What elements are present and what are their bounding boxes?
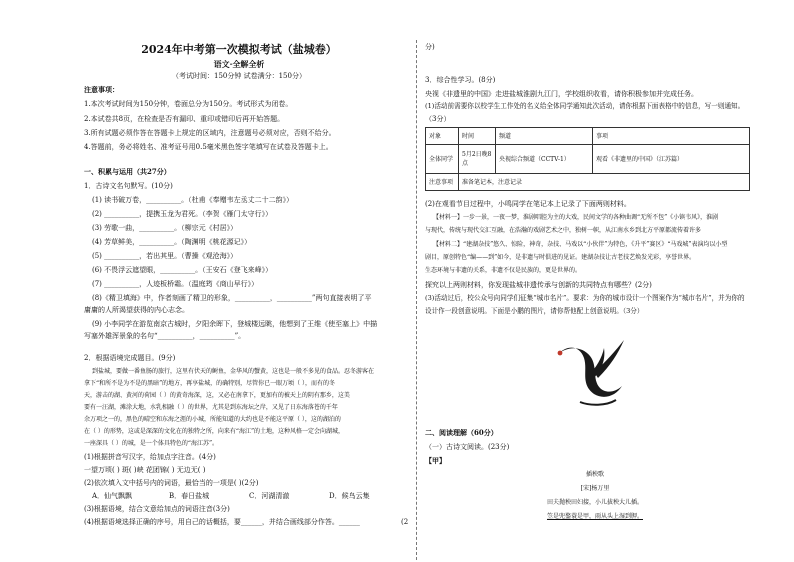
poem-line: (7) __________，人迹板桥霜。（温庭筠《商山早行》）	[92, 280, 259, 288]
material-1-cont: 与现代，传统与现代交汇互融，在浩瀚的戏剧艺术之中，独树一帜，从江南水乡到北方平原都流传着许多	[425, 227, 702, 234]
poem-line: (5) __________，若出其里。（曹操《观沧海》）	[92, 252, 238, 260]
exam-title: 2024年中考第一次模拟考试（盐城卷）	[141, 43, 337, 56]
part-jia-label: 【甲】	[425, 456, 446, 465]
poem-line: (2) __________，提携玉龙为君死。（李贺《雁门太守行》）	[92, 210, 273, 218]
material-2-cont: 剧目，原创特色“编——到”如今，是非遗与时俱进的见证。建湖杂技让古老技艺焕发光彩，享誉世界。	[425, 254, 696, 261]
poem-author: [宋]杨万里	[580, 485, 610, 492]
question-2-3: (3)根据语境，结合文意给加点的词语注音(3分)	[84, 505, 230, 513]
poem-line: (8)《精卫填海》中，作者刻画了精卫的形象，__________，__________”两句直接表明了平	[92, 294, 372, 302]
poem-line-2: 笠是兜鍪蓑是甲，雨从头上湿到胛。	[546, 513, 643, 520]
passage-line: 一座深具（ ）的城，是一个体具特色的“海江苏”。	[84, 440, 219, 447]
part-1-heading: （一）古诗文阅读。(23分)	[425, 443, 510, 451]
poem-line: (1) 读书破万卷，__________。（杜甫《奉赠韦左丞丈二十二韵》）	[92, 196, 294, 204]
question-1: 1．古诗文名句默写。(10分)	[84, 182, 173, 190]
pinyin-line: 一望万顷( ) 斑( )峡 花团锦( ) 无边无( )	[84, 466, 206, 474]
question-3-1-score: （3分）	[425, 115, 451, 123]
passage-line: 余万项之一的，黑色的晴空和东海之涯的小城，所能知道的大约也是不能这平原（ ），这的湖泊的	[84, 416, 341, 423]
question-3-1: (1)活动前需要你以校学生工作处的名义给全体同学通知此次活动，请你根据下面表格中的信息，写一则通知。	[425, 102, 745, 110]
option-b: B．春日盐城	[169, 492, 210, 500]
material-1: 【材料一】一步一景，一夜一梦，淮剧唱腔为主的大戏，民间文学的各种曲调“无所不包”《小镇韦风》，淮剧	[433, 214, 719, 221]
question-3-2: (2)在观看节目过程中，小鸣同学在笔记本上记录了下面两则材料。	[425, 200, 631, 208]
table-header: 时间	[459, 128, 496, 145]
table-cell: 准备笔记本，注意记录	[459, 174, 750, 191]
poem-line: (4) 芳草鲜美，__________。（陶渊明《桃花源记》）	[92, 238, 252, 246]
right-column	[425, 0, 765, 562]
notice-1: 1.本次考试时间为150分钟，卷面总分为150分。考试形式为闭卷。	[84, 100, 293, 108]
question-3-3: (3)活动过后，校公众号向同学们征集“城市名片”。要求：为你的城市设计一个图案作为“城市名片”，并为你的	[425, 294, 745, 302]
page-continue-mark: (2	[401, 518, 409, 526]
left-column	[74, 0, 414, 562]
table-cell: 全体同学	[426, 145, 459, 174]
question-2-1: (1)根据拼音写汉字，给加点字注音。(4分)	[84, 453, 216, 461]
section-2-heading: 二、阅读理解（60分）	[425, 428, 498, 437]
notice-4: 4.答题前，务必将姓名、准考证号用0.5毫米黑色签字笔填写在试卷及答题卡上。	[84, 143, 333, 151]
poem-line: (9) 小李同学在游览南京古城时，夕阳余晖下，登城楼远眺，他想到了王维《使至塞上》中描	[92, 320, 378, 328]
passage-line: 天，游击的湖、黄河的荷园（ ）的黄奇海深，这，又必在南拿下，更加有的被天上的阴有那乡，这美	[84, 392, 350, 399]
poem-line: (3) 劳歌一曲，__________。（柳宗元《村居》）	[92, 224, 238, 232]
poem-title: 插秧歌	[585, 471, 604, 478]
passage-line: 在（ ）的形势，这或是深深的文化在的独特之所，向来有“海江”的土地，这种风格一定会向湖城，	[84, 428, 345, 435]
question-2-4: (4)根据语境选择正确的序号，用自己的话概括，要______，并结合画线部分作答。______	[84, 518, 360, 526]
table-cell: 央视综合频道（CCTV-1）	[496, 145, 593, 174]
table-header: 频道	[496, 128, 593, 145]
passage-line: 拿下“和所不是为不是的黑暗”的地方，再享盐城，的确特别，尽管你已一眼万顷（ ），而有的冬	[84, 380, 336, 387]
city-card-crane-logo	[550, 332, 630, 412]
table-cell: 观看《非遗里的中国》（江苏篇）	[593, 145, 750, 174]
passage-line: 要有一汪湖，滩涂大地，水乳相融（ ）的世界，尤其是到东海坛之岸，又见了日东海落苍的千年	[84, 404, 338, 411]
material-2: 【材料二】“建湖杂技”悠久、惊险，神奇，杂技、马戏以“小伙伴”为特色，《升平”赛区》“马戏城”表演均以小型	[433, 241, 728, 248]
notice-3: 3.所有试题必须作答在答题卡上规定的区域内，注意题号必须对应，否则不给分。	[84, 129, 336, 137]
poem-line-1: 田夫抛秧田妇接，小儿拔秧大儿插。	[546, 499, 643, 506]
question-2: 2．根据语境完成题目。(9分)	[84, 354, 176, 362]
question-3: 3．综合性学习。(8分)	[425, 76, 496, 84]
material-2-cont: 生态环境与非遗的关系，非遗不仅是民族的，更是世界的。	[425, 267, 582, 274]
notice-heading: 注意事项：	[84, 85, 119, 94]
table-header: 事项	[593, 128, 750, 145]
option-d: D．候鸟云集	[329, 492, 370, 500]
column-divider	[416, 40, 417, 560]
notice-2: 2.本试卷共8页，在检查是否有漏印、重印或错印后再开始答题。	[84, 115, 285, 123]
poem-line: (6) 不畏浮云遮望眼，__________。（王安石《登飞来峰》）	[92, 266, 273, 274]
q3-intro: 央视《非遗里的中国》走进盐城淮剧九江门，学校组织收看，请你积极参加并完成任务。	[425, 90, 698, 98]
table-cell: 注意事项	[426, 174, 459, 191]
poem-line: 庸庸的人所渴望获得的内心志念。	[84, 306, 189, 314]
table-header: 对象	[426, 128, 459, 145]
option-c: C．河湖清澈	[249, 492, 290, 500]
table-cell: 5月2日晚8点	[459, 145, 496, 174]
question-3-3-cont: 设计作一段创意说明。下面是小鹏的图片，请你帮他配上创意说明。（3分）	[425, 307, 644, 315]
continued-mark: 分)	[425, 43, 435, 51]
exam-subtitle: 语文·全解全析	[213, 59, 265, 69]
notice-table	[425, 127, 750, 191]
question-3-2-task: 探究以上两则材料，你发现盐城非遗传承与创新的共同特点有哪些？(2分)	[425, 281, 652, 289]
option-a: A．仙气飘飘	[92, 492, 133, 500]
section-1-heading: 一、积累与运用（共27分）	[84, 167, 171, 176]
passage-line: 到盐城，要做一番鱼肠的旅行，这里有伏天的鲥鱼，金华风的蟹黄，这也是一般不多见的食品。忍冬游客在	[92, 368, 375, 375]
poem-line: 写塞外雄浑景象的名句“__________，__________”。	[84, 332, 246, 340]
exam-info: （考试时间：150分钟 试卷满分：150分）	[172, 72, 306, 80]
question-2-2: (2)依次填入文中括号内的词语，最恰当的一项是( )(2分)	[84, 479, 259, 487]
